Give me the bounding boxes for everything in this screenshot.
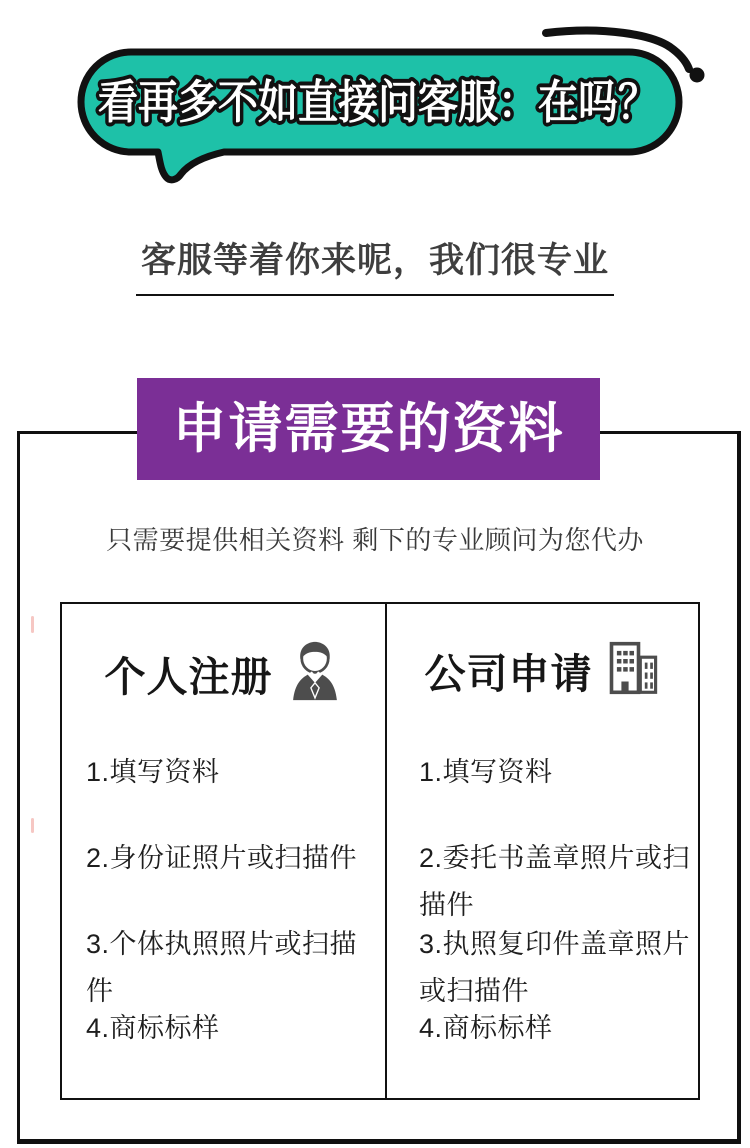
column-company	[387, 604, 698, 1098]
list-item: 1.填写资料	[419, 757, 553, 787]
pink-edge-mark	[31, 616, 34, 633]
column-company-header	[387, 640, 698, 701]
list-item: 3.执照复印件盖章照片或扫描件	[419, 929, 691, 1006]
tagline-underline	[136, 294, 614, 296]
list-item: 4.商标标样	[86, 1013, 220, 1043]
column-personal	[62, 604, 385, 1098]
list-item: 2.委托书盖章照片或扫描件	[419, 843, 691, 920]
bubble-text: 看再多不如直接问客服：在吗？	[98, 76, 658, 128]
tagline-text: 客服等着你来呢，我们很专业	[140, 241, 609, 280]
column-personal-title: 个人注册	[104, 654, 273, 700]
dot-accent	[690, 68, 705, 83]
requirements-table	[60, 602, 700, 1100]
column-personal-header	[62, 640, 385, 707]
column-company-title: 公司申请	[424, 651, 593, 697]
list-item: 3.个体执照照片或扫描件	[86, 929, 358, 1006]
note-text: 只需要提供相关资料 剩下的专业顾问为您代办	[106, 525, 644, 555]
speech-bubble	[0, 0, 750, 200]
list-item: 1.填写资料	[86, 757, 220, 787]
building-icon	[607, 640, 661, 701]
pink-edge-mark	[31, 818, 34, 833]
section-title-banner: 申请需要的资料	[137, 378, 600, 480]
list-item: 4.商标标样	[419, 1013, 553, 1043]
person-icon	[287, 640, 343, 707]
list-item: 2.身份证照片或扫描件	[86, 843, 358, 873]
